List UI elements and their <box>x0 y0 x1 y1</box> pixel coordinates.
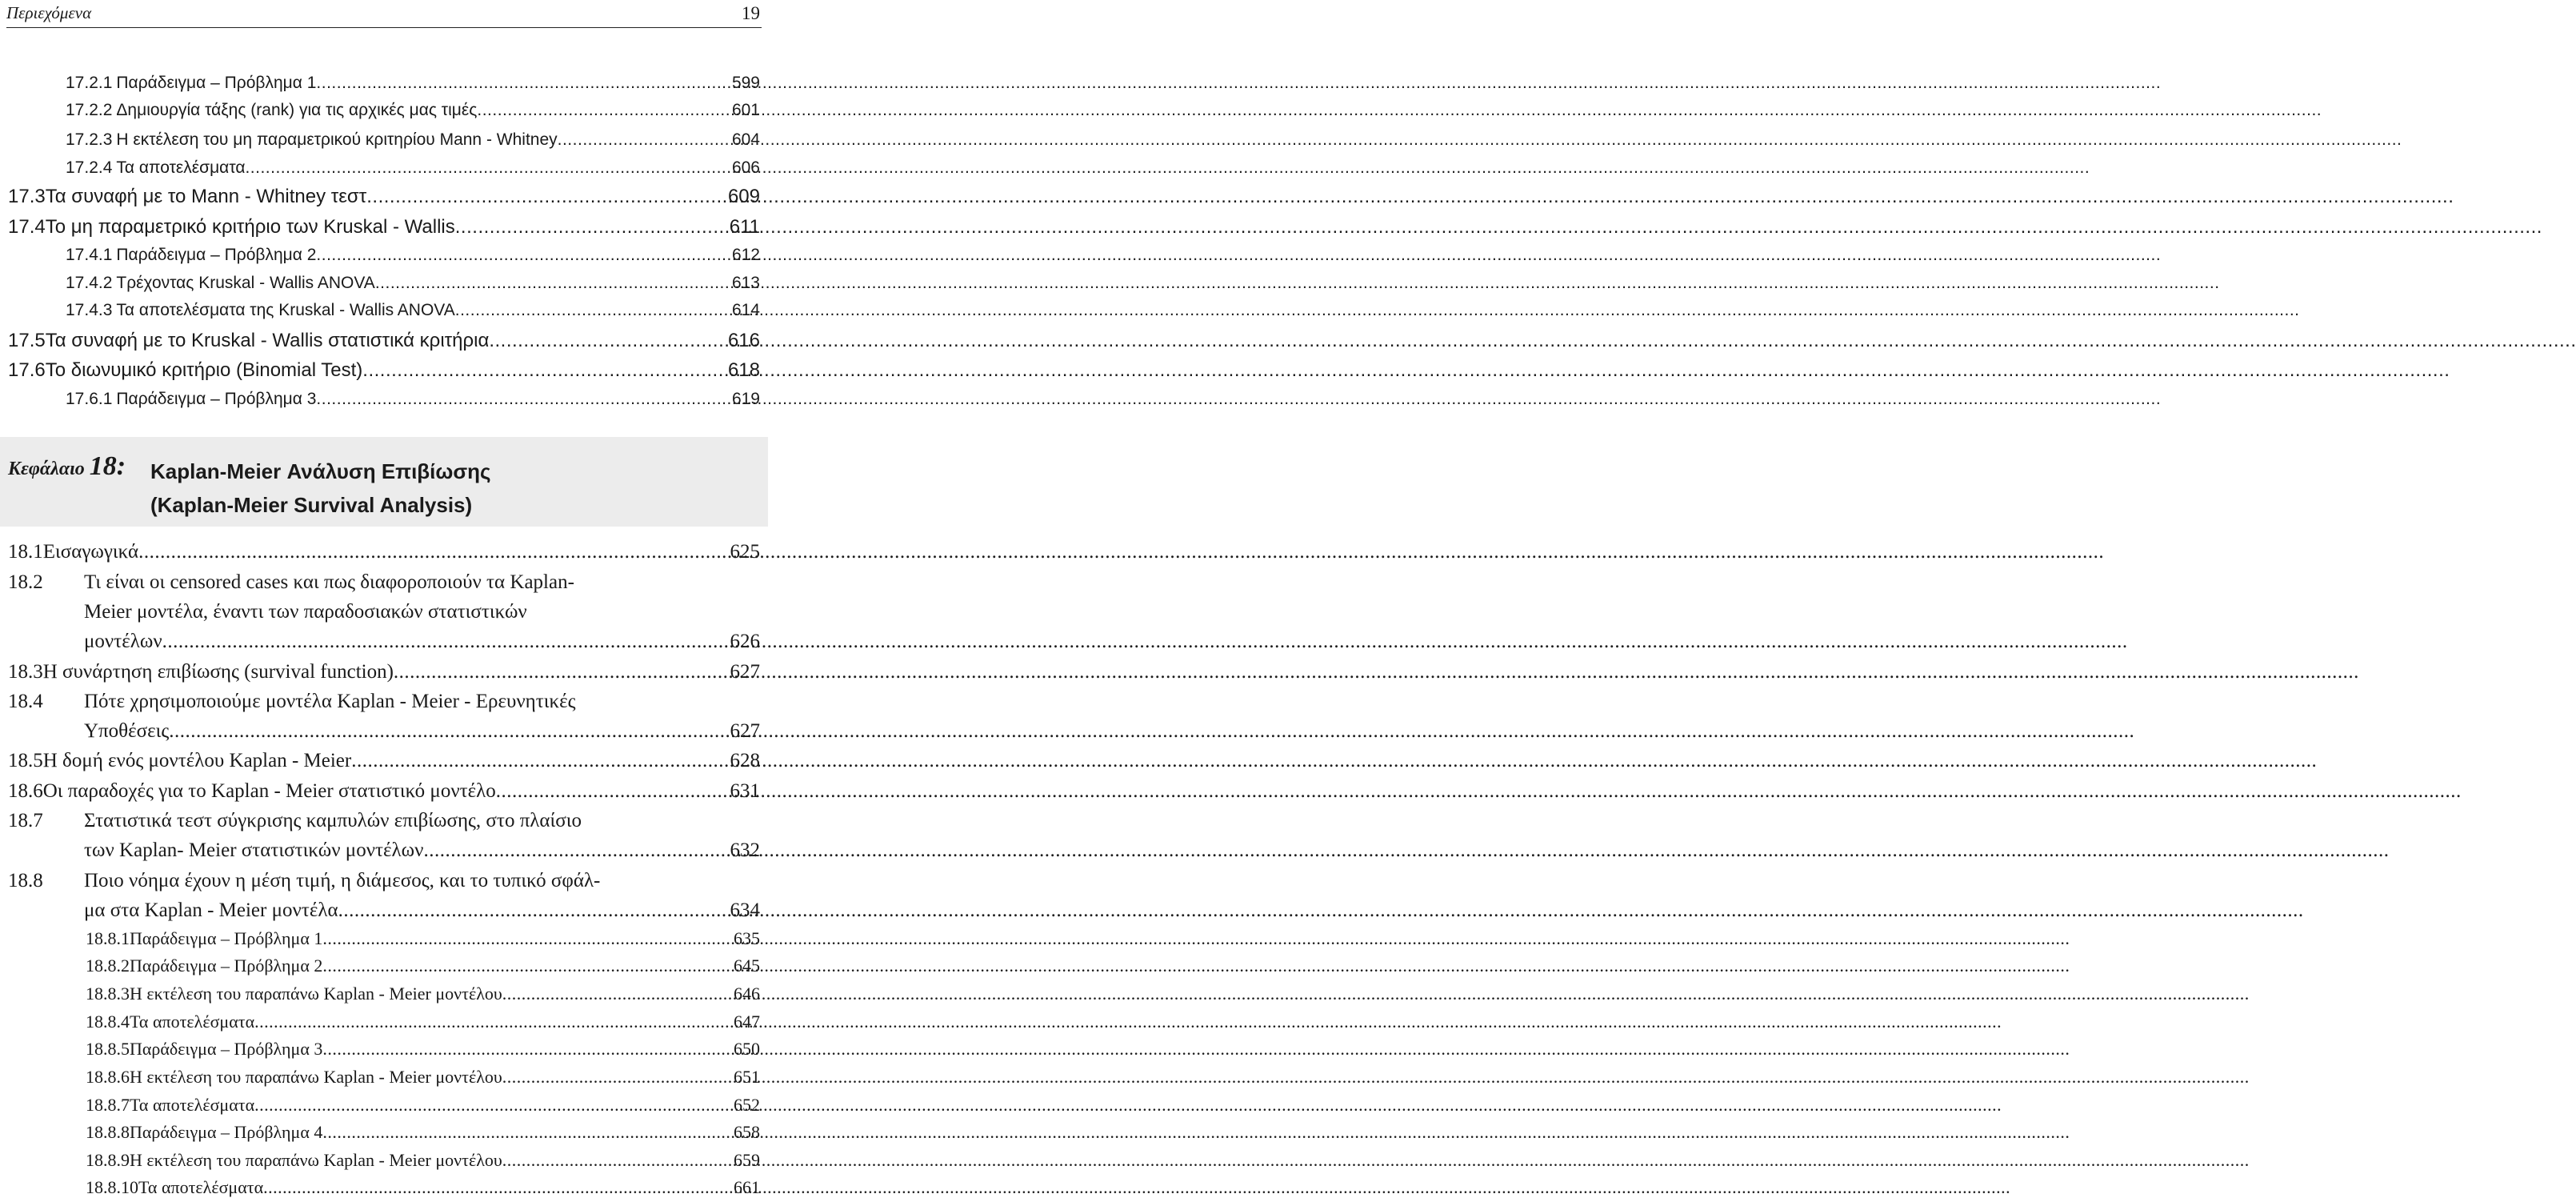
dot-leader <box>502 1067 734 1088</box>
toc-page <box>0 0 768 1202</box>
dot-leader <box>322 1039 734 1060</box>
dot-leader <box>263 1177 734 1198</box>
header-rule <box>6 27 762 28</box>
dot-leader <box>496 780 730 803</box>
dot-leader <box>245 158 731 178</box>
toc-entry[interactable]: 18.8.10 Τα αποτελέσματα ..... 661 <box>86 1177 760 1198</box>
dot-leader <box>316 390 732 409</box>
toc-entry[interactable]: μοντέλων ..... 626 <box>84 631 760 653</box>
dot-leader <box>169 720 730 743</box>
toc-entry-line[interactable]: 18.2 Τι είναι οι censored cases και πως διαφοροποιούν τα Kaplan- <box>8 571 574 593</box>
toc-entry[interactable]: 18.8.6 Η εκτέλεση του παραπάνω Kaplan - Meier μοντέλου ..... 651 <box>86 1067 760 1088</box>
toc-entry[interactable]: 17.5 Τα συναφή με το Kruskal - Wallis στατιστικά κριτήρια ..... 616 <box>8 330 760 352</box>
dot-leader <box>362 359 728 382</box>
toc-entry[interactable]: 18.3 Η συνάρτηση επιβίωσης (survival function) ..... 627 <box>8 661 760 683</box>
dot-leader <box>138 541 730 563</box>
toc-entry[interactable]: 17.2.2 Δημιουργία τάξης (rank) για τις αρχικές μας τιμές ..... 601 <box>66 101 760 120</box>
toc-entry[interactable]: 17.3 Τα συναφή με το Mann - Whitney τεστ ..... 609 <box>8 186 760 208</box>
toc-entry[interactable]: 18.8.2 Παράδειγμα – Πρόβλημα 2 ..... 645 <box>86 956 760 976</box>
toc-entry[interactable]: των Kaplan- Meier στατιστικών μοντέλων ..... 632 <box>84 839 760 862</box>
dot-leader <box>254 1095 734 1116</box>
toc-entry[interactable]: Υποθέσεις ..... 627 <box>84 720 760 743</box>
toc-entry[interactable]: 17.4.2 Τρέχοντας Kruskal - Wallis ANOVA ..... 613 <box>66 274 760 293</box>
toc-entry[interactable]: 17.4.3 Τα αποτελέσματα της Kruskal - Wallis ANOVA ..... 614 <box>66 301 760 320</box>
toc-entry[interactable]: 18.8.8 Παράδειγμα – Πρόβλημα 4 ..... 658 <box>86 1122 760 1143</box>
toc-entry[interactable]: 18.8.9 Η εκτέλεση του παραπάνω Kaplan - Meier μοντέλου ..... 659 <box>86 1150 760 1171</box>
dot-leader <box>316 246 732 265</box>
dot-leader <box>558 130 732 150</box>
dot-leader <box>455 216 730 238</box>
dot-leader <box>375 274 732 293</box>
toc-entry[interactable]: 18.8.4 Τα αποτελέσματα ..... 647 <box>86 1012 760 1032</box>
dot-leader <box>162 631 730 653</box>
toc-entry[interactable]: 17.2.1 Παράδειγμα – Πρόβλημα 1 ..... 599 <box>66 74 760 93</box>
toc-entry[interactable]: 17.6.1 Παράδειγμα – Πρόβλημα 3 ..... 619 <box>66 390 760 409</box>
toc-entry[interactable]: 17.4 Το μη παραμετρικό κριτήριο των Kruskal - Wallis ..... 611 <box>8 216 760 238</box>
toc-entry-line[interactable]: Meier μοντέλα, έναντι των παραδοσιακών στατιστικών <box>84 601 527 623</box>
page-number: 19 <box>742 3 760 23</box>
toc-entry[interactable]: 17.2.3 Η εκτέλεση του μη παραμετρικού κριτηρίου Mann - Whitney ..... 604 <box>66 130 760 150</box>
toc-entry[interactable]: 18.1 Εισαγωγικά ..... 625 <box>8 541 760 563</box>
dot-leader <box>423 839 730 862</box>
toc-entry[interactable]: 18.8.1 Παράδειγμα – Πρόβλημα 1 ..... 635 <box>86 928 760 949</box>
page-header <box>6 0 762 29</box>
dot-leader <box>394 661 730 683</box>
toc-entry[interactable]: 18.6 Οι παραδοχές για το Kaplan - Meier στατιστικό μοντέλο ..... 631 <box>8 780 760 803</box>
dot-leader <box>316 74 732 93</box>
chapter-heading <box>0 437 768 527</box>
toc-entry[interactable]: 18.8.5 Παράδειγμα – Πρόβλημα 3 ..... 650 <box>86 1039 760 1060</box>
dot-leader <box>502 1150 734 1171</box>
toc-entry[interactable]: 17.2.4 Τα αποτελέσματα ..... 606 <box>66 158 760 178</box>
toc-entry-line[interactable]: 18.8 Ποιο νόημα έχουν η μέση τιμή, η διάμεσος, και το τυπικό σφάλ- <box>8 870 601 891</box>
dot-leader <box>502 984 734 1004</box>
dot-leader <box>351 750 730 772</box>
toc-entry[interactable]: 17.4.1 Παράδειγμα – Πρόβλημα 2 ..... 612 <box>66 246 760 265</box>
toc-entry[interactable]: 17.6 Το διωνυμικό κριτήριο (Binomial Test) ..... 618 <box>8 359 760 382</box>
chapter-number: 18: <box>89 451 126 481</box>
dot-leader <box>322 956 734 976</box>
dot-leader <box>322 928 734 949</box>
dot-leader <box>455 301 732 320</box>
toc-entry[interactable]: μα στα Kaplan - Meier μοντέλα ..... 634 <box>84 899 760 922</box>
dot-leader <box>254 1012 734 1032</box>
toc-entry[interactable]: 18.8.3 Η εκτέλεση του παραπάνω Kaplan - Meier μοντέλου ..... 646 <box>86 984 760 1004</box>
dot-leader <box>338 899 730 922</box>
toc-entry[interactable]: 18.5 Η δομή ενός μοντέλου Kaplan - Meier ..... 628 <box>8 750 760 772</box>
chapter-label: Κεφάλαιο 18: <box>8 451 126 481</box>
toc-entry[interactable]: 18.8.7 Τα αποτελέσματα ..... 652 <box>86 1095 760 1116</box>
dot-leader <box>366 186 728 208</box>
dot-leader <box>322 1122 734 1143</box>
toc-entry-line[interactable]: 18.7 Στατιστικά τεστ σύγκρισης καμπυλών επιβίωσης, στο πλαίσιο <box>8 810 582 831</box>
running-head: Περιεχόμενα <box>6 3 92 22</box>
toc-entry-line[interactable]: 18.4 Πότε χρησιμοποιούμε μοντέλα Kaplan - Meier - Ερευνητικές <box>8 691 576 712</box>
chapter-title: Kaplan-Meier Ανάλυση Επιβίωσης (Kaplan-Meier Survival Analysis) <box>150 459 491 517</box>
dot-leader <box>477 101 732 120</box>
dot-leader <box>489 330 728 352</box>
